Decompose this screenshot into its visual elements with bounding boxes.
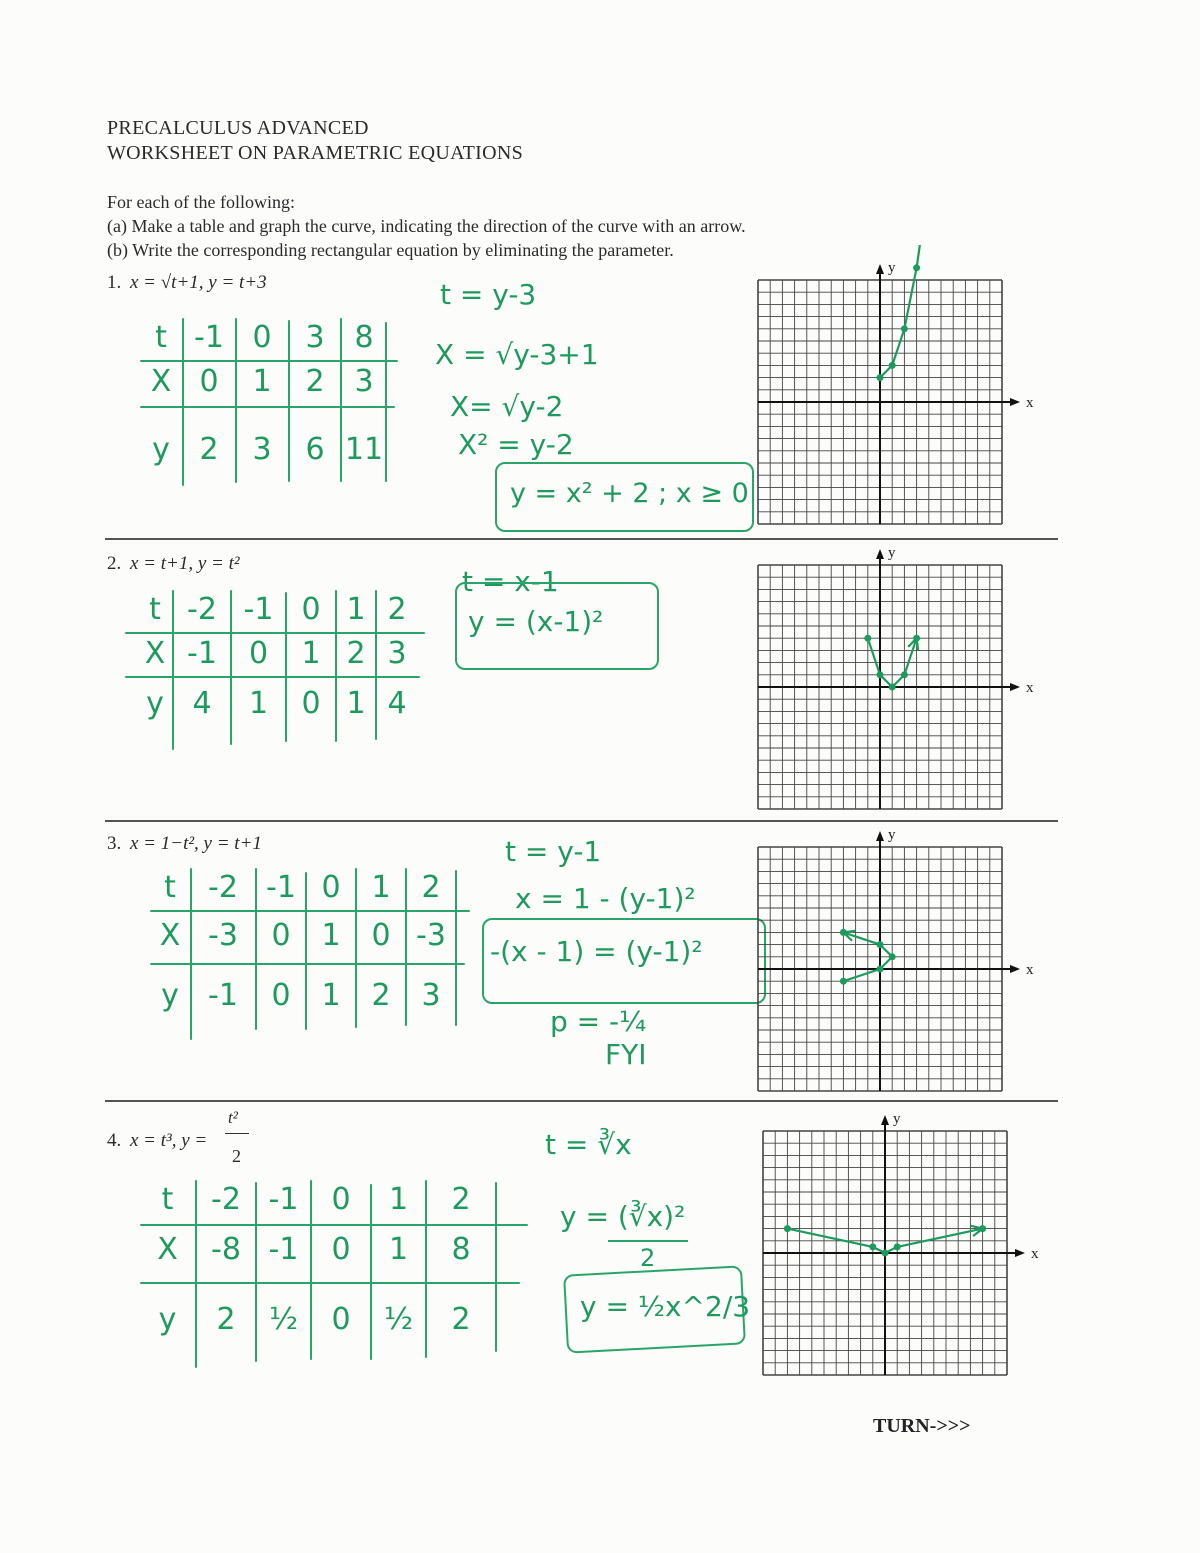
p4-y-arrow-icon — [881, 1115, 889, 1125]
divider-3 — [105, 1100, 1058, 1102]
p2-point-1 — [877, 671, 884, 678]
p3-y-arrow-icon — [876, 831, 884, 841]
p3-y-head: y — [161, 978, 179, 1013]
p1-graph — [755, 245, 1055, 535]
p2-y-1: 4 — [192, 686, 212, 721]
p2-point-2 — [889, 684, 896, 691]
problem-4-numerator: t² — [228, 1108, 238, 1127]
p2-y-2: 1 — [248, 686, 269, 721]
problem-4-denominator: 2 — [232, 1146, 241, 1166]
p4-x-2: -1 — [268, 1232, 299, 1267]
p2-y-head: y — [146, 686, 164, 721]
p2-point-0 — [864, 635, 871, 642]
p4-x-label: x — [1031, 1246, 1039, 1262]
problem-3-table — [150, 868, 470, 1043]
p1-x-1: 0 — [199, 364, 219, 399]
p1-y-2: 3 — [252, 432, 272, 467]
p1-t-3: 3 — [305, 320, 325, 355]
p3-work-2: x = 1 - (y-1)² — [515, 882, 696, 915]
p3-point-2 — [889, 953, 896, 960]
p1-point-0 — [877, 374, 884, 381]
instructions-part-a: (a) Make a table and graph the curve, indicating the direction of the curve with an arrow. — [107, 216, 746, 236]
p4-t-1: -2 — [211, 1182, 241, 1217]
p4-t-head: t — [161, 1182, 174, 1217]
p4-t-2: -1 — [268, 1182, 299, 1217]
p4-y-label: y — [893, 1111, 901, 1127]
p2-x-1: -1 — [187, 636, 217, 671]
p4-work-1: t = ∛x — [545, 1128, 632, 1161]
p4-point-2 — [882, 1250, 889, 1257]
p3-y-1: -1 — [208, 978, 238, 1013]
p3-y-3: 1 — [321, 978, 341, 1013]
p4-point-3 — [894, 1243, 901, 1250]
p1-t-1: -1 — [194, 320, 224, 355]
problem-4-equation: x = t³, y = — [130, 1130, 208, 1151]
instructions-intro: For each of the following: — [107, 192, 295, 212]
p3-x-5: -3 — [416, 918, 446, 953]
p1-x-4: 3 — [354, 364, 374, 399]
p1-work-1: t = y-3 — [440, 278, 537, 311]
p3-x-3: 1 — [321, 918, 341, 953]
p1-t-4: 8 — [354, 320, 374, 355]
p3-point-1 — [877, 966, 884, 973]
p4-y-3: 0 — [331, 1302, 351, 1337]
p1-work-2: X = √y-3+1 — [435, 338, 599, 371]
p3-t-5: 2 — [421, 870, 441, 905]
p2-t-1: -2 — [187, 592, 217, 627]
problem-3-label: 3. — [107, 833, 122, 854]
p4-work-2: y = (∛x)² — [560, 1200, 686, 1233]
p4-work-fraction-bar — [608, 1240, 688, 1242]
p2-y-4: 1 — [346, 686, 366, 721]
p4-x-4: 1 — [388, 1232, 409, 1267]
p1-work-3: X= √y-2 — [450, 390, 564, 423]
p4-graph — [735, 1103, 1055, 1390]
p1-y-3: 6 — [305, 432, 325, 467]
p2-x-arrow-icon — [1010, 683, 1020, 691]
p2-t-2: -1 — [243, 592, 274, 627]
p2-x-5: 3 — [387, 636, 407, 671]
p4-y-5: 2 — [451, 1302, 471, 1337]
p1-x-head: X — [150, 364, 172, 399]
p1-x-2: 1 — [252, 364, 272, 399]
p3-x-head: X — [159, 918, 181, 953]
p1-y-head: y — [152, 432, 170, 467]
p3-x-1: -3 — [208, 918, 238, 953]
problem-4-fraction-bar — [225, 1133, 249, 1134]
p4-y-head: y — [158, 1302, 177, 1337]
p3-work-1: t = y-1 — [505, 835, 602, 868]
p3-x-arrow-icon — [1010, 965, 1020, 973]
worksheet-title: WORKSHEET ON PARAMETRIC EQUATIONS — [107, 142, 524, 164]
p2-graph — [755, 543, 1055, 818]
p1-y-arrow-icon — [876, 264, 884, 274]
p3-x-2: 0 — [271, 918, 291, 953]
p1-x-arrow-icon — [1010, 398, 1020, 406]
p2-point-3 — [901, 671, 908, 678]
p2-t-3: 0 — [301, 592, 321, 627]
p3-work-3: p = -¼ — [550, 1005, 647, 1038]
p1-point-1 — [889, 362, 896, 369]
p4-y-4: ½ — [383, 1302, 414, 1337]
p3-point-0 — [840, 978, 847, 985]
divider-1 — [105, 538, 1058, 540]
p3-point-3 — [877, 941, 884, 948]
p4-point-1 — [869, 1243, 876, 1250]
p2-answer: y = (x-1)² — [468, 605, 604, 638]
turn-page-label: TURN->>> — [873, 1415, 971, 1437]
p1-y-1: 2 — [199, 432, 219, 467]
p4-y-1: 2 — [216, 1302, 236, 1337]
p2-y-5: 4 — [387, 686, 407, 721]
problem-2-label: 2. — [107, 553, 122, 574]
p4-t-4: 1 — [388, 1182, 409, 1217]
problem-2-equation: x = t+1, y = t² — [130, 553, 240, 574]
p2-t-head: t — [149, 592, 161, 627]
p3-x-4: 0 — [371, 918, 391, 953]
problem-3-equation: x = 1−t², y = t+1 — [130, 833, 262, 854]
p4-answer: y = ½x^2/3 — [580, 1290, 751, 1323]
p1-y-label: y — [888, 260, 896, 276]
p3-y-label: y — [888, 827, 896, 843]
p2-y-arrow-icon — [876, 549, 884, 559]
p3-t-3: 0 — [321, 870, 341, 905]
p1-point-3 — [913, 264, 920, 271]
problem-4-label: 4. — [107, 1130, 122, 1151]
p4-x-1: -8 — [211, 1232, 241, 1267]
p1-x-3: 2 — [305, 364, 325, 399]
p2-y-3: 0 — [301, 686, 321, 721]
p4-y-2: ½ — [268, 1302, 299, 1337]
problem-2-table — [125, 590, 425, 750]
p3-answer: -(x - 1) = (y-1)² — [490, 935, 703, 968]
p3-y-4: 2 — [371, 978, 391, 1013]
p3-t-head: t — [164, 870, 176, 905]
instructions-part-b: (b) Write the corresponding rectangular equation by eliminating the parameter. — [107, 240, 674, 260]
p4-x-5: 8 — [451, 1232, 471, 1267]
p1-t-head: t — [155, 320, 167, 355]
p3-y-2: 0 — [271, 978, 291, 1013]
p2-x-2: 0 — [248, 636, 269, 671]
p2-t-5: 2 — [387, 592, 407, 627]
p2-x-label: x — [1026, 680, 1034, 696]
p3-x-label: x — [1026, 962, 1034, 978]
p1-work-4: X² = y-2 — [458, 428, 574, 461]
divider-2 — [105, 820, 1058, 822]
p1-y-4: 11 — [344, 432, 384, 467]
p2-x-3: 1 — [301, 636, 321, 671]
p2-x-4: 2 — [346, 636, 366, 671]
p1-answer: y = x² + 2 ; x ≥ 0 — [510, 478, 749, 509]
p4-work-3: 2 — [640, 1244, 656, 1272]
p1-x-label: x — [1026, 395, 1034, 411]
p3-t-4: 1 — [371, 870, 391, 905]
p1-t-2: 0 — [252, 320, 272, 355]
p3-work-4: FYI — [605, 1038, 647, 1071]
p3-t-2: -1 — [266, 870, 296, 905]
p2-work-1: t = x-1 — [462, 565, 559, 598]
p2-t-4: 1 — [346, 592, 366, 627]
p4-x-head: X — [157, 1232, 178, 1267]
p2-x-head: X — [144, 636, 166, 671]
problem-4-table — [140, 1180, 530, 1370]
p4-x-3: 0 — [331, 1232, 351, 1267]
p4-point-0 — [784, 1225, 791, 1232]
p3-t-1: -2 — [208, 870, 238, 905]
p2-y-label: y — [888, 545, 896, 561]
p1-point-2 — [901, 325, 908, 332]
p3-y-5: 3 — [421, 978, 441, 1013]
p4-x-arrow-icon — [1015, 1249, 1025, 1257]
p4-t-5: 2 — [451, 1182, 471, 1217]
problem-1-table — [140, 318, 400, 488]
problem-1-equation: x = √t+1, y = t+3 — [130, 272, 267, 293]
p3-graph — [755, 825, 1055, 1097]
problem-1-label: 1. — [107, 272, 122, 293]
p4-t-3: 0 — [331, 1182, 351, 1217]
course-title: PRECALCULUS ADVANCED — [107, 117, 369, 139]
